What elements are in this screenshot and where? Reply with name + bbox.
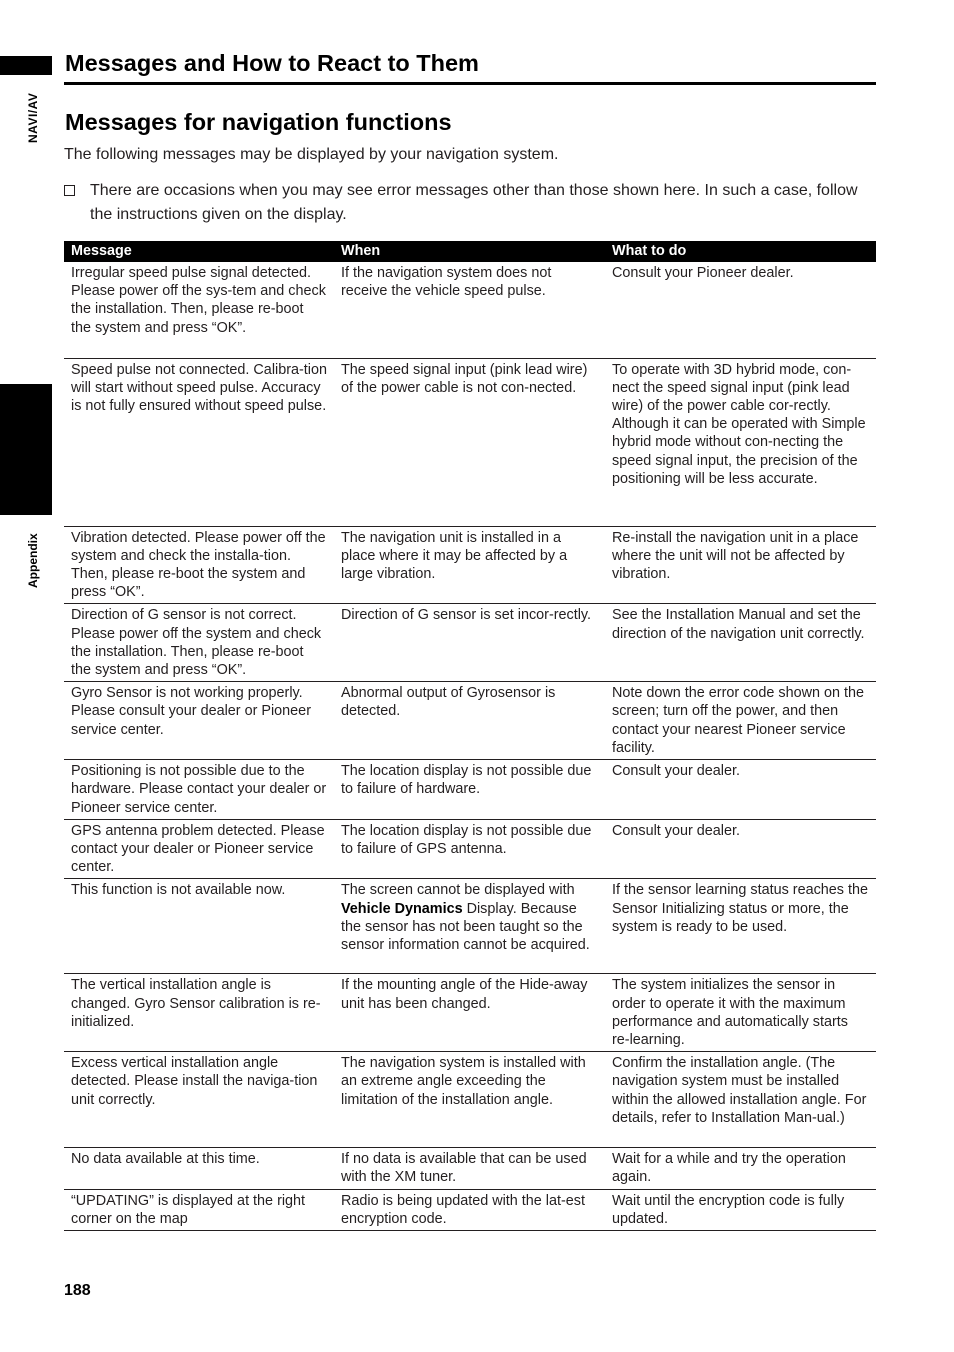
table-row bbox=[64, 1189, 876, 1230]
cell-when: If the navigation system does not receive the vehicle speed pulse. bbox=[334, 262, 605, 358]
table-row bbox=[64, 526, 876, 604]
cell-what-to-do-part: Although it can be operated with Simple hybrid mode without con-necting the speed signal input, the precision of the positioning will be less accurate. bbox=[612, 416, 866, 487]
cell-what-to-do: Note down the error code shown on the screen; turn off the power, and then contact your nearest Pioneer service facility. bbox=[605, 682, 876, 760]
section-tab-marker bbox=[0, 56, 52, 75]
header-message: Message bbox=[64, 241, 334, 262]
table-row bbox=[64, 760, 876, 820]
vehicle-dynamics-term: Vehicle Dynamics bbox=[341, 900, 463, 917]
intro-text: The following messages may be displayed by your navigation system. bbox=[64, 146, 559, 163]
table-row bbox=[64, 819, 876, 879]
cell-what-to-do: If the sensor learning status reaches the Sensor Initializing status or more, the system is ready to be used. bbox=[605, 879, 876, 974]
cell-message: The vertical installation angle is changed. Gyro Sensor calibration is re-initialized. bbox=[64, 974, 334, 1052]
cell-message: GPS antenna problem detected. Please contact your dealer or Pioneer service center. bbox=[64, 819, 334, 879]
cell-what-to-do: Consult your Pioneer dealer. bbox=[605, 262, 876, 358]
side-label-appendix: Appendix bbox=[26, 533, 40, 589]
messages-table bbox=[64, 241, 876, 1231]
table-row bbox=[64, 1052, 876, 1148]
note-checkbox-icon bbox=[64, 185, 75, 196]
cell-message: Direction of G sensor is not correct. Please power off the system and check the installation. Then, please re-boot the system and press “OK”. bbox=[64, 604, 334, 682]
cell-when-text: The screen cannot be displayed with bbox=[341, 882, 575, 899]
title-rule bbox=[64, 82, 876, 85]
section-title: Messages for navigation functions bbox=[65, 109, 452, 135]
side-label-navi-av: NAVI/AV bbox=[26, 92, 40, 143]
table-row bbox=[64, 604, 876, 682]
table-header-row bbox=[64, 241, 876, 262]
table-row bbox=[64, 1148, 876, 1189]
cell-when: The navigation unit is installed in a place where it may be affected by a large vibration. bbox=[334, 526, 605, 604]
cell-when: If no data is available that can be used with the XM tuner. bbox=[334, 1148, 605, 1189]
table-row bbox=[64, 974, 876, 1052]
cell-when: The speed signal input (pink lead wire) of the power cable is not con-nected. bbox=[334, 358, 605, 526]
cell-what-to-do: Wait until the encryption code is fully updated. bbox=[605, 1189, 876, 1230]
cell-message: Irregular speed pulse signal detected. Please power off the sys-tem and check the installation. Then, please re-boot the system and press “OK”. bbox=[64, 262, 334, 358]
cell-what-to-do: Confirm the installation angle. (The navigation system must be installed within the allowed installation angle. For details, refer to Installation Man-ual.) bbox=[605, 1052, 876, 1148]
table-row bbox=[64, 682, 876, 760]
cell-when: Abnormal output of Gyrosensor is detected. bbox=[334, 682, 605, 760]
cell-what-to-do: Re-install the navigation unit in a place where the unit will not be affected by vibration. bbox=[605, 526, 876, 604]
cell-when: Direction of G sensor is set incor-rectly. bbox=[334, 604, 605, 682]
header-what-to-do: What to do bbox=[605, 241, 876, 262]
page-title: Messages and How to React to Them bbox=[65, 50, 479, 76]
cell-message: Speed pulse not connected. Calibra-tion will start without speed pulse. Accuracy is not fully ensured without speed pulse. bbox=[64, 358, 334, 526]
cell-what-to-do: Wait for a while and try the operation again. bbox=[605, 1148, 876, 1189]
cell-what-to-do-part: To operate with 3D hybrid mode, con-nect the speed signal input (pink lead wire) of the power cable cor-rectly. bbox=[612, 361, 852, 414]
cell-when: If the mounting angle of the Hide-away unit has been changed. bbox=[334, 974, 605, 1052]
cell-when: The location display is not possible due to failure of GPS antenna. bbox=[334, 819, 605, 879]
cell-message: Positioning is not possible due to the hardware. Please contact your dealer or Pioneer service center. bbox=[64, 760, 334, 820]
cell-what-to-do: The system initializes the sensor in order to operate it with the maximum performance and automatically starts re-learning. bbox=[605, 974, 876, 1052]
note-text: There are occasions when you may see error messages other than those shown here. In such a case, follow the instructions given on the display. bbox=[90, 182, 858, 223]
table-row bbox=[64, 262, 876, 358]
cell-when: The navigation system is installed with an extreme angle exceeding the limitation of the installation angle. bbox=[334, 1052, 605, 1148]
cell-when: Radio is being updated with the lat-est encryption code. bbox=[334, 1189, 605, 1230]
cell-what-to-do: Consult your dealer. bbox=[605, 819, 876, 879]
cell-message: Gyro Sensor is not working properly. Please consult your dealer or Pioneer service center. bbox=[64, 682, 334, 760]
cell-message: No data available at this time. bbox=[64, 1148, 334, 1189]
header-when: When bbox=[334, 241, 605, 262]
cell-when bbox=[334, 879, 605, 974]
cell-what-to-do: Consult your dealer. bbox=[605, 760, 876, 820]
appendix-tab-marker bbox=[0, 384, 52, 515]
cell-message: Vibration detected. Please power off the system and check the installa-tion. Then, please re-boot the system and press “OK”. bbox=[64, 526, 334, 604]
cell-message: This function is not available now. bbox=[64, 879, 334, 974]
cell-when-text: Display. Because the sensor has not been taught so the sensor information cannot be acquired. bbox=[341, 900, 590, 953]
cell-message: “UPDATING” is displayed at the right corner on the map bbox=[64, 1189, 334, 1230]
cell-what-to-do bbox=[605, 358, 876, 526]
table-row bbox=[64, 358, 876, 526]
cell-when: The location display is not possible due to failure of hardware. bbox=[334, 760, 605, 820]
cell-message: Excess vertical installation angle detected. Please install the naviga-tion unit correctly. bbox=[64, 1052, 334, 1148]
page-number: 188 bbox=[64, 1282, 91, 1299]
cell-what-to-do: See the Installation Manual and set the direction of the navigation unit correctly. bbox=[605, 604, 876, 682]
table-row bbox=[64, 879, 876, 974]
